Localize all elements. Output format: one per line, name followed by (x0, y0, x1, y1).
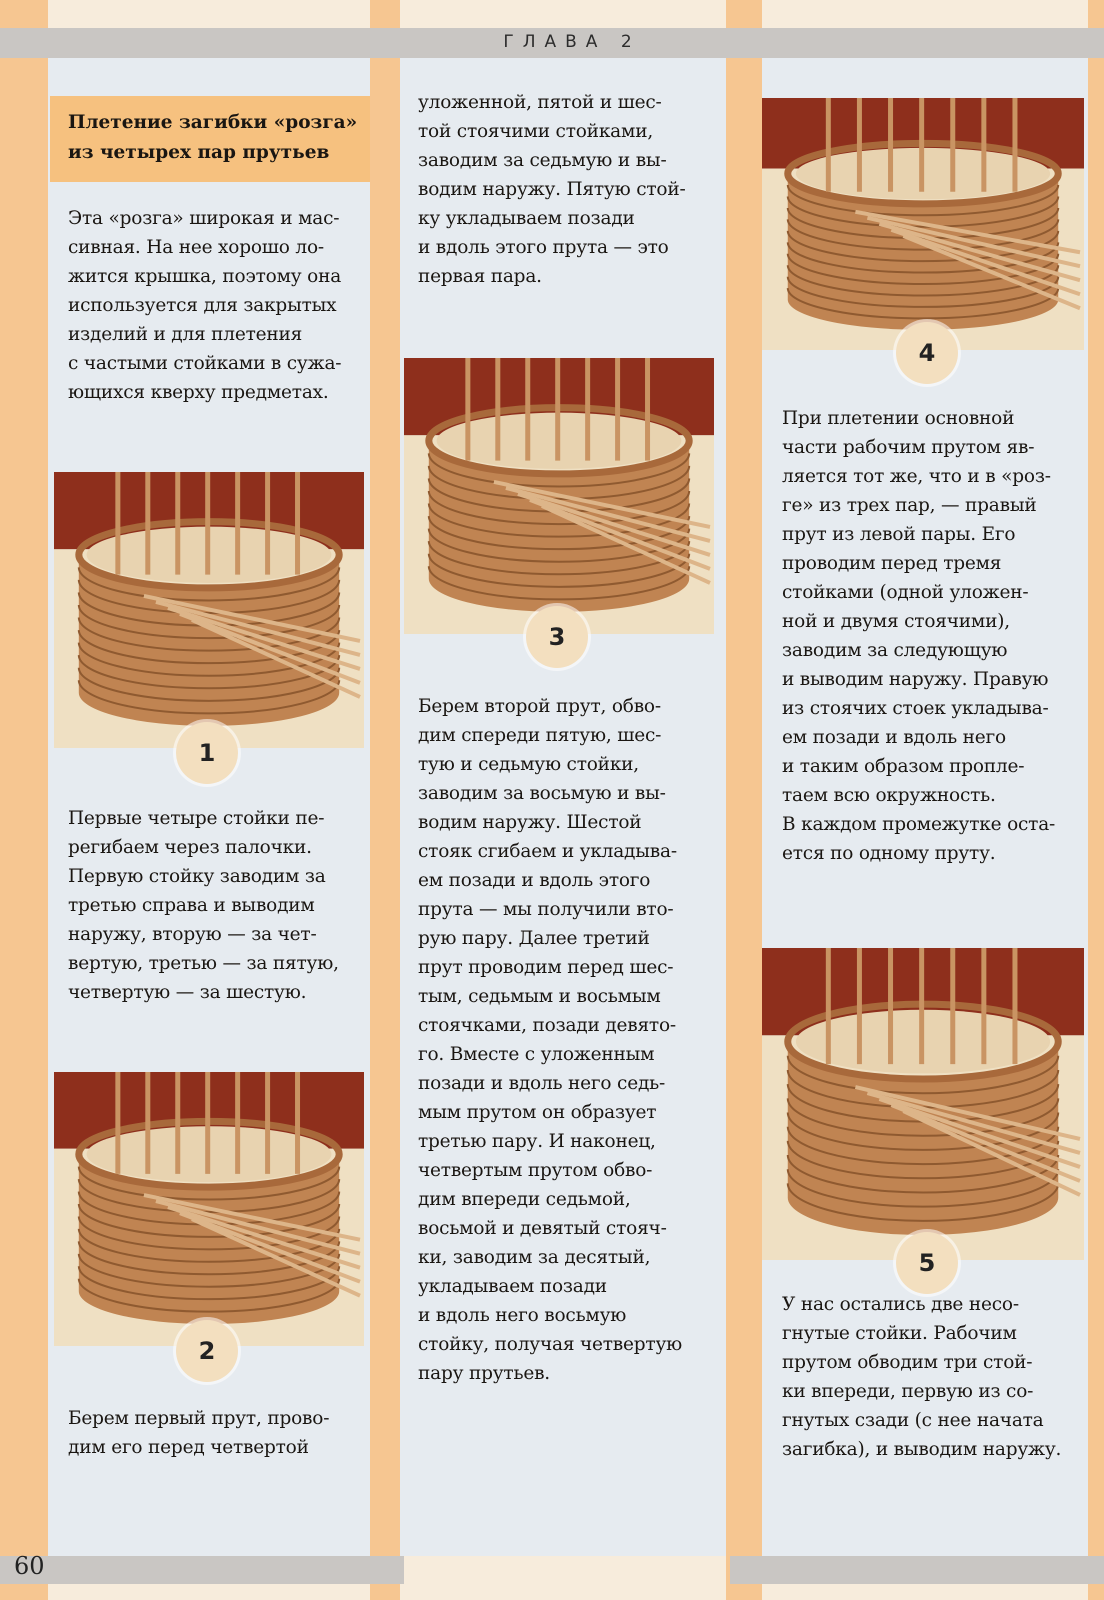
step-photo-5 (762, 948, 1084, 1260)
basket-illustration (54, 1072, 364, 1346)
step-text-4: При плетении основной части рабочим прутом яв- ляется тот же, что и в «роз- ге» из трех пар, — правый прут из левой пары. Его проводим перед тремя стойками (одной уложен- ной и двумя стоячими), заводим за следующую и выводим наружу. Правую из стоячих стоек укладыва- ем позади и вдоль него и таким образом пропле- таем всю окружность. В каждом промежутке оста- ется по одному пруту. (782, 408, 1056, 864)
section-heading: Плетение загибки «розга» из четырех пар прутьев (68, 112, 358, 163)
step-badge-1: 1 (176, 722, 238, 784)
step-badge-2: 2 (176, 1320, 238, 1382)
step-photo-2 (54, 1072, 364, 1346)
step-photo-3 (404, 358, 714, 634)
footer-band (730, 1556, 1104, 1584)
step-badge-3: 3 (526, 606, 588, 668)
step-badge-4: 4 (896, 322, 958, 384)
gutter-strip (370, 0, 400, 1600)
chapter-title: ГЛАВА 2 (503, 32, 641, 52)
step-text-3: Берем второй прут, обво- дим спереди пятую, шес- тую и седьмую стойки, заводим за восьмую и вы- водим наружу. Шестой стояк сгибаем и укладыва- ем позади и вдоль этого прута — мы получили вто- рую пару. Далее третий прут проводим перед шес- тым, седьмым и восьмым стоячками, позади девято- го. Вместе с уложенным позади и вдоль него седь- мым прутом он образует третью пару. И наконец, четвертым прутом обво- дим впереди седьмой, восьмой и девятый стояч- ки, заводим за десятый, укладываем позади и вдоль него восьмую стойку, получая четвертую пару прутьев. (418, 696, 683, 1384)
step-text-5: У нас остались две несо- гнутые стойки. Рабочим прутом обводим три стой- ки впереди, первую из со- гнутых сзади (с нее начата загибка), и выводим наружу. (782, 1294, 1062, 1460)
intro-text: Эта «розга» широкая и мас- сивная. На нее хорошо ло- жится крышка, поэтому она используется для закрытых изделий и для плетения с частыми стойками в сужа- ющихся кверху предметах. (68, 208, 342, 403)
step-text-1: Первые четыре стойки пе- регибаем через палочки. Первую стойку заводим за третью справа и выводим наружу, вторую — за чет- вертую, третью — за пятую, четвертую — за шестую. (68, 808, 339, 1003)
footer-band (0, 1556, 404, 1584)
left-margin-strip (0, 0, 48, 1600)
basket-illustration (762, 98, 1084, 350)
step-photo-1 (54, 472, 364, 748)
gutter-strip (726, 0, 762, 1600)
column-2-text: уложенной, пятой и шес- той стоячими стойками, заводим за седьмую и вы- водим наружу. Пятую стой- ку укладываем позади и вдоль этого прута — это первая пара. (418, 92, 686, 287)
page-number: 60 (14, 1552, 45, 1580)
right-margin-strip (1088, 0, 1104, 1600)
step-badge-5: 5 (896, 1232, 958, 1294)
basket-illustration (762, 948, 1084, 1260)
basket-illustration (54, 472, 364, 748)
step-text-2: Берем первый прут, прово- дим его перед четвертой (68, 1408, 330, 1458)
step-photo-4 (762, 98, 1084, 350)
basket-illustration (404, 358, 714, 634)
